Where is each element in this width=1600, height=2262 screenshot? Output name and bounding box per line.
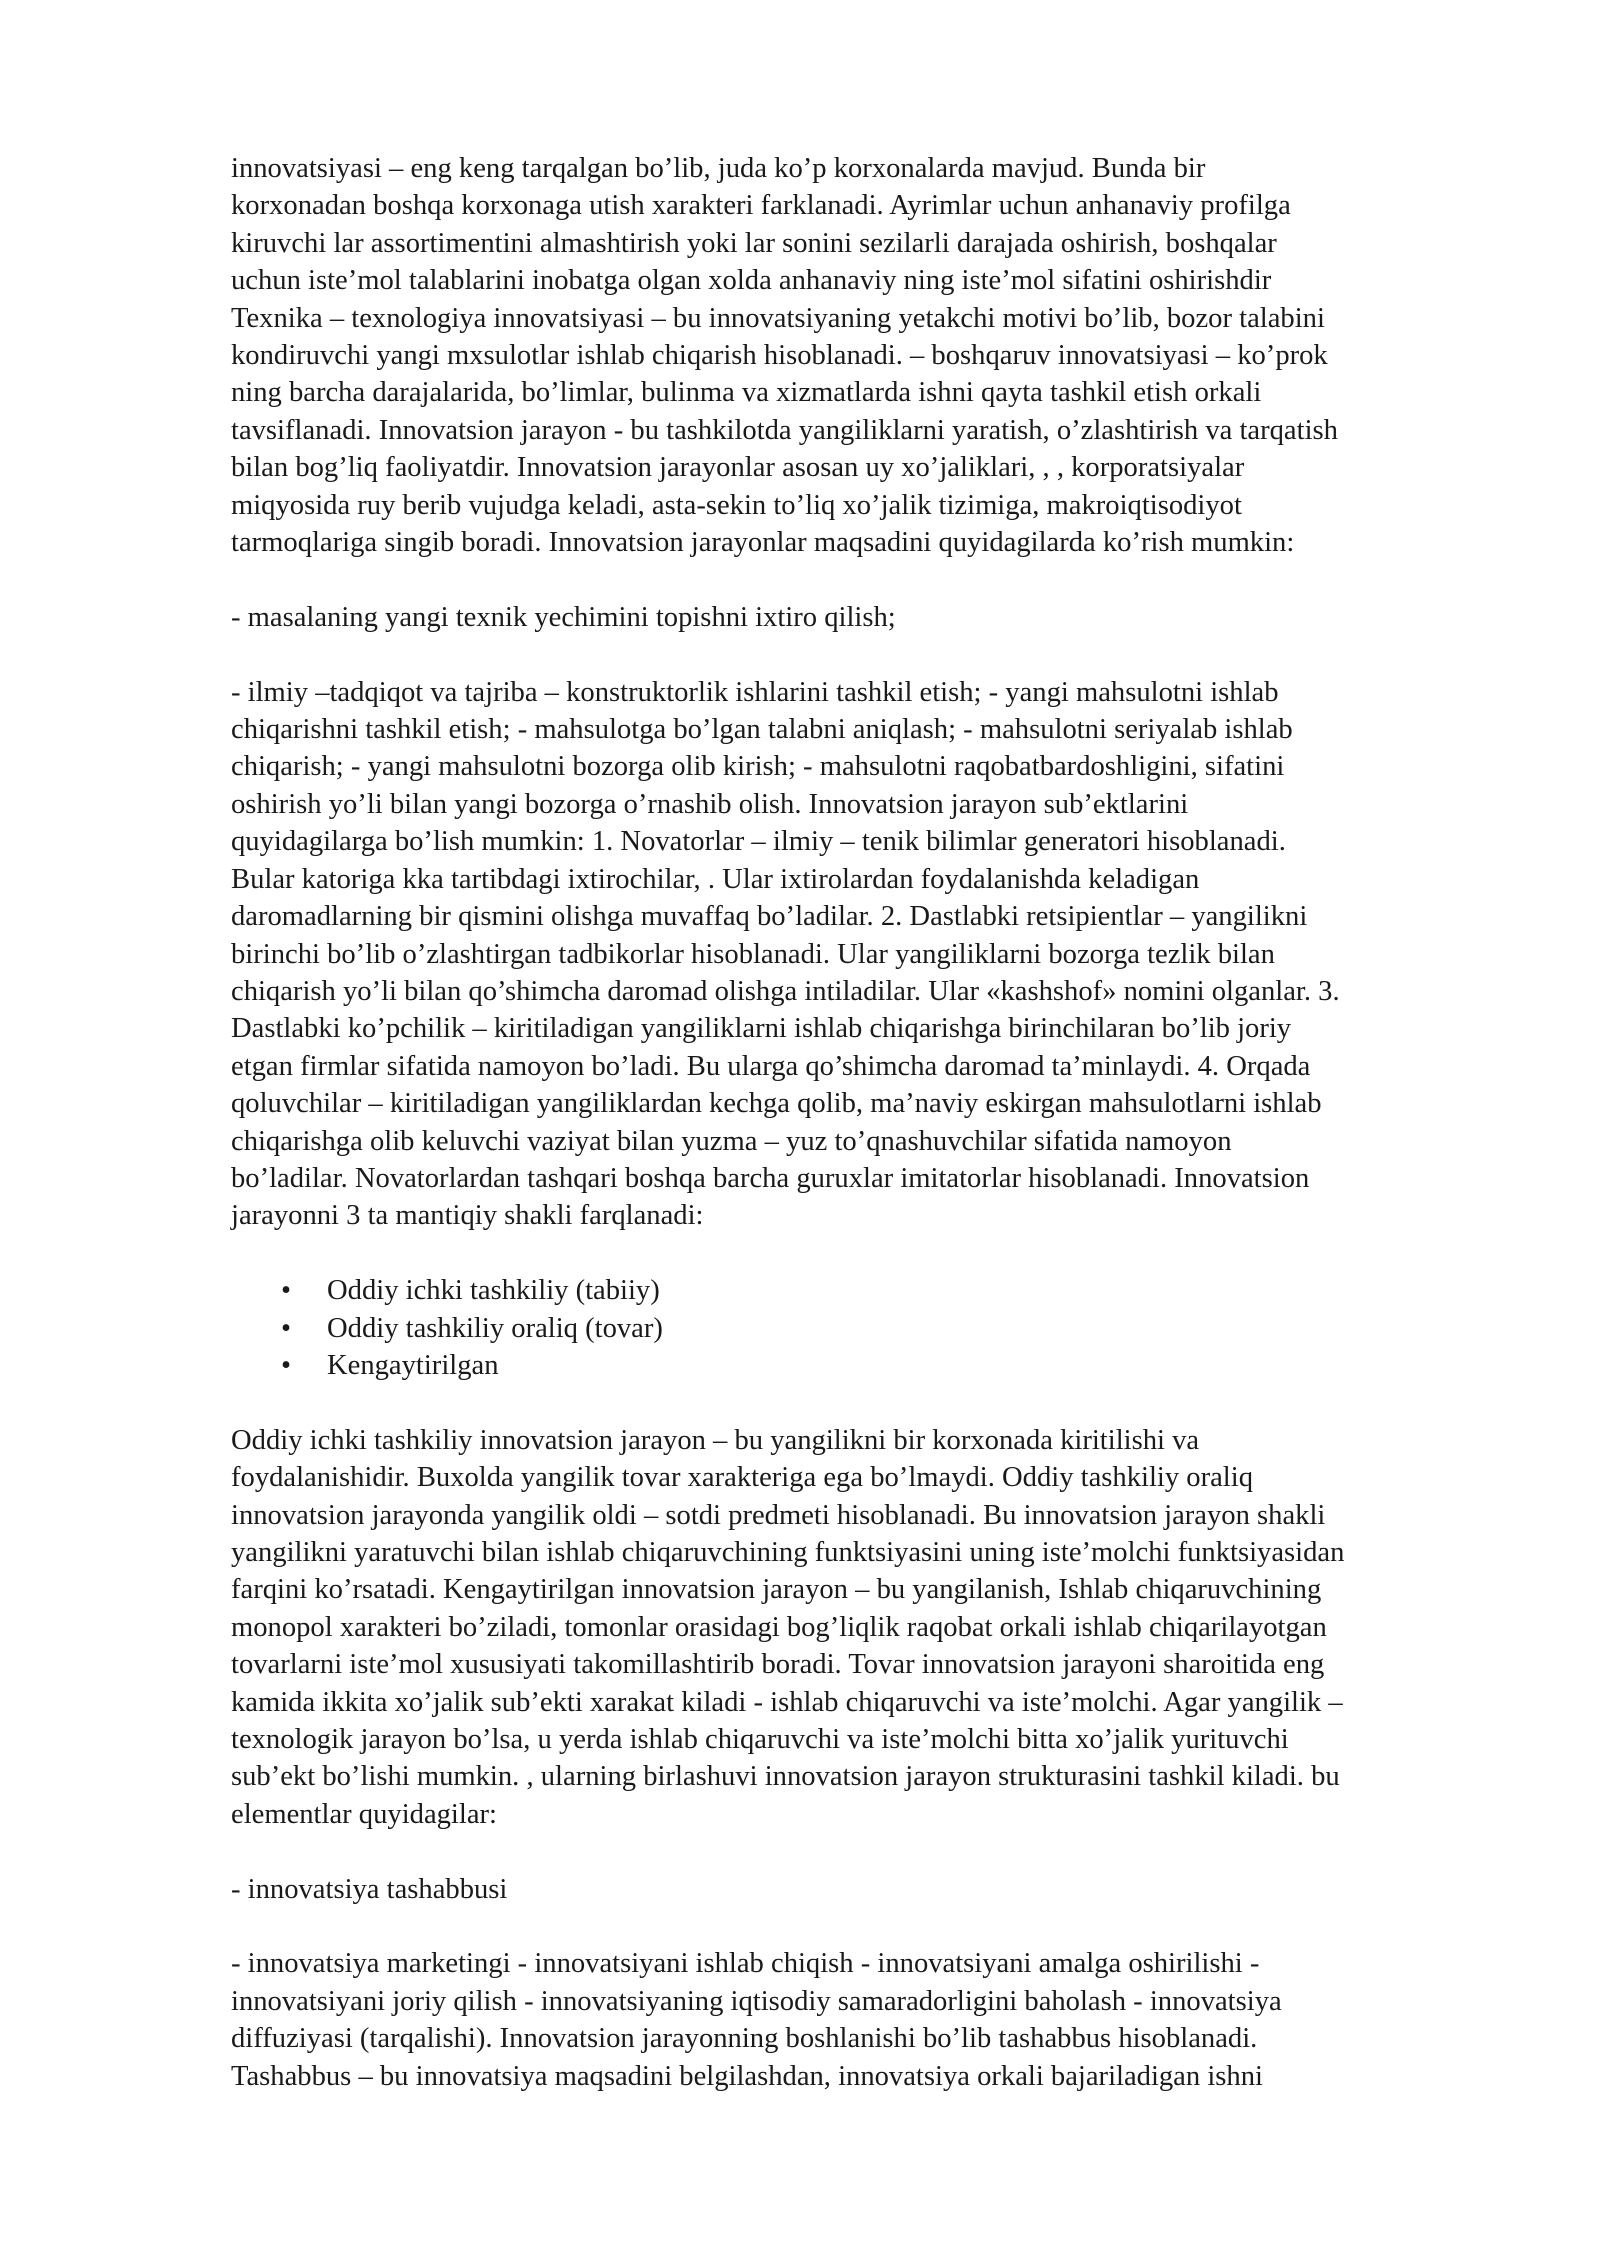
text-line: chiqarishga olib keluvchi vaziyat bilan yuzma – yuz to’qnashuvchilar sifatida namoyon bbox=[231, 1125, 1232, 1157]
document-page bbox=[231, 150, 1501, 2095]
text-line: kondiruvchi yangi mxsulotlar ishlab chiqarish hisoblanadi. – boshqaruv innovatsiyasi – ko’prok bbox=[231, 340, 1328, 372]
paragraph-spacer bbox=[231, 561, 1501, 598]
text-line: farqini ko’rsatadi. Kengaytirilgan innovatsion jarayon – bu yangilanish, Ishlab chiqaruvchining bbox=[231, 1574, 1322, 1606]
paragraph-spacer bbox=[231, 1384, 1501, 1421]
text-line: kamida ikkita xo’jalik sub’ekti xarakat kiladi - ishlab chiqaruvchi va iste’molchi. Agar yangilik – bbox=[231, 1686, 1343, 1718]
text-line: birinchi bo’lib o’zlashtirgan tadbikorlar hisoblanadi. Ular yangiliklarni bozorga tezlik bilan bbox=[231, 938, 1275, 970]
bullet-marker: • bbox=[281, 1312, 292, 1344]
text-line: Dastlabki ko’pchilik – kiritiladigan yangiliklarni ishlab chiqarishga birinchilaran bo’lib joriy bbox=[231, 1013, 1292, 1045]
text-line: monopol xarakteri bo’ziladi, tomonlar orasidagi bog’liqlik raqobat orkali ishlab chiqarilayotgan bbox=[231, 1611, 1327, 1643]
paragraph-spacer bbox=[231, 1908, 1501, 1945]
paragraph-1 bbox=[231, 150, 1501, 561]
text-line: daromadlarning bir qismini olishga muvaffaq bo’ladilar. 2. Dastlabki retsipientlar – yangilikni bbox=[231, 901, 1308, 933]
text-line: - ilmiy –tadqiqot va tajriba – konstruktorlik ishlarini tashkil etish; - yangi mahsulotni ishlab bbox=[231, 676, 1279, 708]
text-line: Tashabbus – bu innovatsiya maqsadini belgilashdan, innovatsiya orkali bajariladigan ishni bbox=[231, 2060, 1263, 2092]
text-line: tarmoqlariga singib boradi. Innovatsion jarayonlar maqsadini quyidagilarda ko’rish mumkin: bbox=[231, 527, 1295, 559]
bullet-marker: • bbox=[281, 1275, 292, 1307]
text-line: chiqarishni tashkil etish; - mahsulotga bo’lgan talabni aniqlash; - mahsulotni seriyalab ishlab bbox=[231, 714, 1293, 746]
text-line: foydalanishidir. Buxolda yangilik tovar xarakteriga ega bo’lmaydi. Oddiy tashkiliy oraliq bbox=[231, 1462, 1253, 1494]
paragraph-spacer bbox=[231, 636, 1501, 673]
paragraph-2: - masalaning yangi texnik yechimini topishni ixtiro qilish; bbox=[231, 601, 896, 633]
text-line: miqyosida ruy berib vujudga keladi, asta-sekin to’liq xo’jalik tizimiga, makroiqtisodiyot bbox=[231, 489, 1242, 521]
paragraph-3 bbox=[231, 674, 1501, 1235]
list-item-text: Oddiy ichki tashkiliy (tabiiy) bbox=[327, 1275, 660, 1307]
paragraph-6 bbox=[231, 1945, 1501, 2095]
text-line: Bular katoriga kka tartibdagi ixtirochilar, . Ular ixtirolardan foydalanishda keladigan bbox=[231, 863, 1200, 895]
text-line: qoluvchilar – kiritiladigan yangiliklardan kechga qolib, ma’naviy eskirgan mahsulotlarni ishlab bbox=[231, 1088, 1322, 1120]
text-line: tovarlarni iste’mol xususiyati takomillashtirib boradi. Tovar innovatsion jarayoni sharoitida eng bbox=[231, 1649, 1325, 1681]
text-line: - innovatsiya marketingi - innovatsiyani ishlab chiqish - innovatsiyani amalga oshirilishi - bbox=[231, 1948, 1260, 1980]
text-line: innovatsion jarayonda yangilik oldi – sotdi predmeti hisoblanadi. Bu innovatsion jarayon shakli bbox=[231, 1499, 1326, 1531]
text-line: quyidagilarga bo’lish mumkin: 1. Novatorlar – ilmiy – tenik bilimlar generatori hisoblanadi. bbox=[231, 826, 1286, 858]
list-item-text: Kengaytirilgan bbox=[327, 1349, 499, 1381]
text-line: oshirish yo’li bilan yangi bozorga o’rnashib olish. Innovatsion jarayon sub’ektlarini bbox=[231, 788, 1189, 820]
paragraph-spacer bbox=[231, 1833, 1501, 1870]
list-item bbox=[231, 1310, 1501, 1347]
text-line: texnologik jarayon bo’lsa, u yerda ishlab chiqaruvchi va iste’molchi bitta xo’jalik yurituvchi bbox=[231, 1724, 1289, 1755]
text-line: kiruvchi lar assortimentini almashtirish yoki lar sonini sezilarli darajada oshirish, boshqalar bbox=[231, 227, 1277, 259]
text-line: korxonadan boshqa korxonaga utish xarakteri farklanadi. Ayrimlar uchun anhanaviy profilga bbox=[231, 190, 1291, 222]
text-line: jarayonni 3 ta mantiqiy shakli farqlanadi: bbox=[231, 1200, 704, 1232]
bullet-marker: • bbox=[281, 1349, 292, 1381]
text-line: bo’ladilar. Novatorlardan tashqari boshqa barcha guruxlar imitatorlar hisoblanadi. Innovatsion bbox=[231, 1162, 1310, 1194]
text-line: tavsiflanadi. Innovatsion jarayon - bu tashkilotda yangiliklarni yaratish, o’zlashtirish va tarqatish bbox=[231, 414, 1338, 446]
list-item bbox=[231, 1272, 1501, 1309]
text-line: yangilikni yaratuvchi bilan ishlab chiqaruvchining funktsiyasini uning iste’molchi funktsiyasidan bbox=[231, 1536, 1345, 1568]
paragraph-spacer bbox=[231, 1235, 1501, 1272]
text-line: sub’ekt bo’lishi mumkin. , ularning birlashuvi innovatsion jarayon strukturasini tashkil kiladi. bu bbox=[231, 1761, 1340, 1793]
list-item-text: Oddiy tashkiliy oraliq (tovar) bbox=[327, 1312, 663, 1344]
text-line: chiqarish; - yangi mahsulotni bozorga olib kirish; - mahsulotni raqobatbardoshligini, sifatini bbox=[231, 751, 1285, 783]
text-line: diffuziyasi (tarqalishi). Innovatsion jarayonning boshlanishi bo’lib tashabbus hisoblanadi. bbox=[231, 2023, 1258, 2055]
list-item bbox=[231, 1347, 1501, 1384]
paragraph-4 bbox=[231, 1422, 1501, 1833]
text-line: uchun iste’mol talablarini inobatga olgan xolda anhanaviy ning iste’mol sifatini oshirishdir bbox=[231, 265, 1272, 297]
text-line: ning barcha darajalarida, bo’limlar, bulinma va xizmatlarda ishni qayta tashkil etish orkali bbox=[231, 377, 1262, 409]
paragraph-5: - innovatsiya tashabbusi bbox=[231, 1873, 508, 1905]
text-line: Texnika – texnologiya innovatsiyasi – bu innovatsiyaning yetakchi motivi bo’lib, bozor talabini bbox=[231, 302, 1325, 334]
text-line: innovatsiyasi – eng keng tarqalgan bo’lib, juda ko’p korxonalarda mavjud. Bunda bir bbox=[231, 153, 1206, 184]
text-line: bilan bog’liq faoliyatdir. Innovatsion jarayonlar asosan uy xo’jaliklari, , , korporatsiyalar bbox=[231, 452, 1245, 484]
bullet-list bbox=[231, 1272, 1501, 1384]
text-line: Oddiy ichki tashkiliy innovatsion jarayon – bu yangilikni bir korxonada kiritilishi va bbox=[231, 1424, 1200, 1456]
text-line: elementlar quyidagilar: bbox=[231, 1798, 497, 1830]
text-line: innovatsiyani joriy qilish - innovatsiyaning iqtisodiy samaradorligini baholash - innovatsiya bbox=[231, 1985, 1282, 2017]
text-line: etgan firmlar sifatida namoyon bo’ladi. Bu ularga qo’shimcha daromad ta’minlaydi. 4. Orqada bbox=[231, 1050, 1311, 1082]
text-line: chiqarish yo’li bilan qo’shimcha daromad olishga intiladilar. Ular «kashshof» nomini olganlar. 3. bbox=[231, 975, 1340, 1007]
